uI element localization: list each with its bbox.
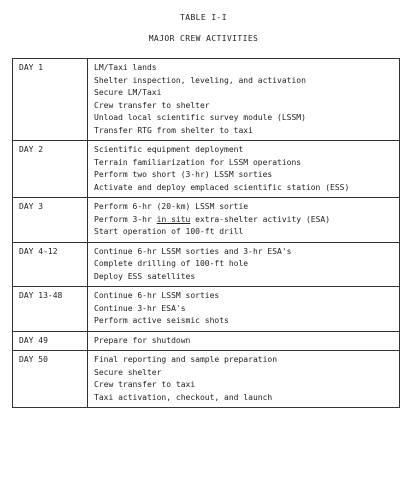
activity-item: Continue 3-hr ESA's [94,303,186,313]
activity-item: Unload local scientific survey module (LSSM) [94,113,306,122]
table-row [13,141,400,198]
day-cell: DAY 49 [13,331,88,351]
activity-item: LM/Taxi lands [94,63,157,72]
underlined-text: in situ [156,214,191,224]
activity-item: Secure shelter [94,367,162,377]
activity-item: Perform two short (3-hr) LSSM sorties [94,170,273,179]
table-row [13,351,400,408]
activity-item: Shelter inspection, leveling, and activation [94,75,306,85]
activity-item: Continue 6-hr LSSM sorties [94,291,220,300]
day-cell: DAY 3 [13,198,88,243]
activities-cell [88,198,400,243]
activities-cell [88,242,400,287]
activity-item: Continue 6-hr LSSM sorties and 3-hr ESA's [94,246,292,256]
activity-item: Perform 3-hr in situ extra-shelter activity (ESA) [94,214,331,224]
activity-item: Taxi activation, checkout, and launch [94,392,273,402]
table-row [13,242,400,287]
table-title: MAJOR CREW ACTIVITIES [148,34,259,43]
activities-cell [88,141,400,198]
activity-item: Final reporting and sample preparation [94,355,278,364]
activity-item: Complete drilling of 100-ft hole [94,259,249,268]
activity-item: Secure LM/Taxi [94,88,162,97]
activity-item: Deploy ESS satellites [94,271,196,281]
day-cell: DAY 4-12 [13,242,88,287]
table-row [13,287,400,332]
activity-item: Activate and deploy emplaced scientific station (ESS) [94,182,350,192]
activities-cell [88,331,400,351]
activity-item: Perform 6-hr (20-km) LSSM sortie [94,202,249,211]
activity-item: Perform active seismic shots [94,316,229,325]
activities-cell [88,59,400,141]
day-cell: DAY 2 [13,141,88,198]
activity-item: Prepare for shutdown [94,335,191,345]
table-body [13,59,400,408]
activities-cell [88,287,400,332]
activity-item: Scientific equipment deployment [94,145,244,154]
activity-item: Transfer RTG from shelter to taxi [94,125,253,135]
crew-activities-table [12,58,400,408]
table-row [13,198,400,243]
day-cell: DAY 13-48 [13,287,88,332]
table-number: TABLE I-I [180,13,227,22]
day-cell: DAY 50 [13,351,88,408]
activity-item: Crew transfer to shelter [94,100,210,110]
day-cell: DAY 1 [13,59,88,141]
activity-item: Terrain familiarization for LSSM operations [94,157,302,167]
activities-cell [88,351,400,408]
table-row [13,331,400,351]
table-row [13,59,400,141]
activity-item: Crew transfer to taxi [94,380,196,389]
activity-item: Start operation of 100-ft drill [94,227,244,236]
